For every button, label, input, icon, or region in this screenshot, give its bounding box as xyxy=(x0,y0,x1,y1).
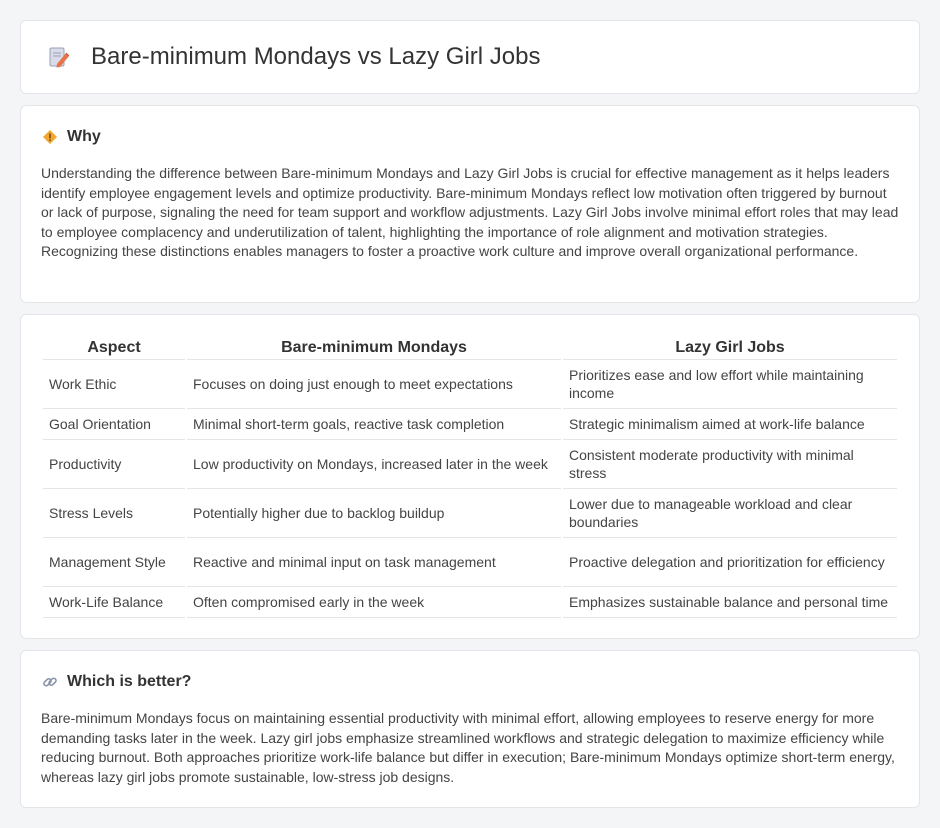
cell-lazy-girl-jobs: Strategic minimalism aimed at work-life balance xyxy=(563,409,897,440)
cell-lazy-girl-jobs: Prioritizes ease and low effort while maintaining income xyxy=(563,360,897,409)
table-row xyxy=(43,538,897,587)
table-row xyxy=(43,360,897,409)
cell-lazy-girl-jobs: Lower due to manageable workload and clear boundaries xyxy=(563,489,897,538)
cell-aspect: Goal Orientation xyxy=(43,409,185,440)
cell-bare-minimum-mondays: Reactive and minimal input on task management xyxy=(187,538,561,587)
cell-aspect: Work Ethic xyxy=(43,360,185,409)
table-row xyxy=(43,587,897,618)
which-section xyxy=(20,650,920,808)
column-header-aspect: Aspect xyxy=(43,333,185,360)
table-row xyxy=(43,440,897,489)
table-header-row xyxy=(43,333,897,360)
cell-lazy-girl-jobs: Emphasizes sustainable balance and personal time xyxy=(563,587,897,618)
cell-bare-minimum-mondays: Low productivity on Mondays, increased later in the week xyxy=(187,440,561,489)
cell-bare-minimum-mondays: Minimal short-term goals, reactive task completion xyxy=(187,409,561,440)
column-header-bare-minimum-mondays: Bare-minimum Mondays xyxy=(187,333,561,360)
link-icon xyxy=(41,673,59,691)
why-text: Understanding the difference between Bare-minimum Mondays and Lazy Girl Jobs is crucial for effective management as it helps leaders identify employee engagement levels and optimize productivity. Bare-minimum Mondays reflect low motivation often triggered by burnout or lack of purpose, signaling the need for team support and workflow adjustments. Lazy Girl Jobs involve minimal effort roles that may lead to employee complacency and underutilization of talent, highlighting the importance of role alignment and motivation strategies. Recognizing these distinctions enables managers to foster a proactive work culture and improve overall organizational performance. xyxy=(41,165,899,259)
which-title: Which is better? xyxy=(67,673,192,690)
which-text: Bare-minimum Mondays focus on maintaining essential productivity with minimal effort, allowing employees to reserve energy for more demanding tasks later in the week. Lazy girl jobs emphasize streamlined workflows and strategic delegation to maximize efficiency while reducing burnout. Both approaches prioritize work-life balance but differ in execution; Bare-minimum Mondays optimize short-term energy, whereas lazy girl jobs promote sustainable, low-stress job designs. xyxy=(41,710,895,785)
why-title: Why xyxy=(67,128,101,145)
cell-bare-minimum-mondays: Often compromised early in the week xyxy=(187,587,561,618)
header-card xyxy=(20,20,920,94)
cell-aspect: Work-Life Balance xyxy=(43,587,185,618)
cell-lazy-girl-jobs: Consistent moderate productivity with minimal stress xyxy=(563,440,897,489)
cell-aspect: Stress Levels xyxy=(43,489,185,538)
document-pencil-icon xyxy=(47,45,71,69)
warning-diamond-icon xyxy=(41,128,59,146)
why-heading xyxy=(41,128,899,146)
cell-aspect: Management Style xyxy=(43,538,185,587)
cell-lazy-girl-jobs: Proactive delegation and prioritization for efficiency xyxy=(563,538,897,587)
page-title: Bare-minimum Mondays vs Lazy Girl Jobs xyxy=(91,43,541,70)
cell-bare-minimum-mondays: Potentially higher due to backlog buildup xyxy=(187,489,561,538)
which-heading xyxy=(41,673,899,691)
table-row xyxy=(43,409,897,440)
column-header-lazy-girl-jobs: Lazy Girl Jobs xyxy=(563,333,897,360)
comparison-table-card xyxy=(20,314,920,639)
comparison-table xyxy=(41,333,899,618)
cell-aspect: Productivity xyxy=(43,440,185,489)
why-section xyxy=(20,105,920,303)
table-row xyxy=(43,489,897,538)
cell-bare-minimum-mondays: Focuses on doing just enough to meet expectations xyxy=(187,360,561,409)
